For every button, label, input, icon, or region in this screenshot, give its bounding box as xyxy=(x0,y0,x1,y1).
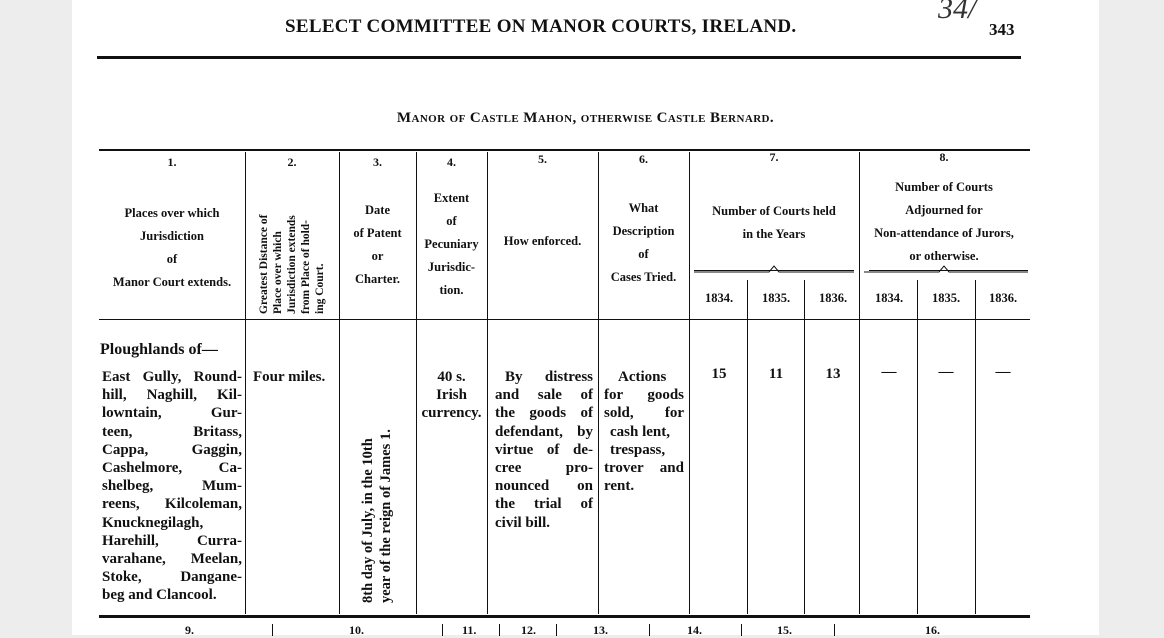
column-number-8: 8. xyxy=(939,150,949,164)
column-heading-cases: What Description of Cases Tried. xyxy=(610,201,677,284)
column-number-5: 5. xyxy=(538,152,547,166)
column-heading-places: Places over which Jurisdiction of Manor Court extends. xyxy=(112,206,232,289)
places-list: East Gully, Round- hill, Naghill, Kil- lowntain, Gur- teen, Britass, Cappa, Gaggin, Cashelmore, Ca- shelbeg, Mum- reens, Kilcoleman, Knucknegilagh, Harehill, Curra- varahane, Meelan, Stoke, Dangane- beg and Clancool. xyxy=(102,369,242,604)
year-held-1834: 1834. xyxy=(704,291,734,305)
manor-title: Manor of Castle Mahon, otherwise Castle Bernard. xyxy=(396,110,775,126)
next-column-16: 16. xyxy=(925,623,940,637)
next-column-10: 10. xyxy=(349,623,364,637)
next-column-12: 12. xyxy=(521,623,536,637)
next-column-13: 13. xyxy=(593,623,608,637)
courts-held-1834: 15 xyxy=(711,366,727,382)
column-heading-adjourned: Number of Courts Adjourned for Non-attendance of Jurors, or otherwise. xyxy=(874,180,1014,263)
cases-tried: Actions for goods sold, for cash lent, trespass, trover and rent. xyxy=(604,369,684,495)
brace-marks xyxy=(689,262,1029,274)
year-held-1836: 1836. xyxy=(818,291,848,305)
how-enforced: By distress and sale of the goods of defendant, by virtue of de- cree pro- nounced on the trial of civil bill. xyxy=(495,369,593,531)
column-number-4: 4. xyxy=(447,155,456,169)
page-header-title: SELECT COMMITTEE ON MANOR COURTS, IRELAND. xyxy=(285,16,797,37)
column-heading-extent: Extent of Pecuniary Jurisdic- tion. xyxy=(424,191,479,297)
column-number-6: 6. xyxy=(639,152,648,166)
next-column-15: 15. xyxy=(777,623,792,637)
header-rule xyxy=(97,56,1021,59)
column-heading-date: Date of Patent or Charter. xyxy=(353,203,402,286)
adjourned-1836: — xyxy=(995,364,1011,380)
column-number-1: 1. xyxy=(167,155,177,169)
courts-held-1836: 13 xyxy=(825,366,841,382)
handwritten-number: 34/ xyxy=(938,0,977,25)
year-adjourned-1834: 1834. xyxy=(874,291,904,305)
next-column-11: 11. xyxy=(462,623,477,637)
pecuniary-extent: 40 s. Irish currency. xyxy=(421,369,482,422)
courts-held-1835: 11 xyxy=(768,366,784,382)
distance-value: Four miles. xyxy=(253,369,326,385)
column-number-3: 3. xyxy=(373,155,382,169)
column-number-2: 2. xyxy=(287,155,297,169)
column-number-7: 7. xyxy=(769,150,779,164)
date-of-patent: 8th day of July, in the 10th year of the reign of James 1. xyxy=(360,429,394,603)
next-column-14: 14. xyxy=(687,623,702,637)
year-held-1835: 1835. xyxy=(761,291,791,305)
places-intro: Ploughlands of— xyxy=(100,341,218,358)
column-heading-distance: Greatest Distance of Place over which Jurisdiction extends from Place of hold- ing Court. xyxy=(258,214,326,314)
column-heading-courts-held: Number of Courts held in the Years xyxy=(712,204,836,241)
year-adjourned-1835: 1835. xyxy=(931,291,961,305)
adjourned-1834: — xyxy=(881,364,897,380)
page-number: 343 xyxy=(989,20,1015,39)
year-adjourned-1836: 1836. xyxy=(988,291,1018,305)
adjourned-1835: — xyxy=(938,364,954,380)
column-heading-enforced: How enforced. xyxy=(503,234,582,248)
next-column-9: 9. xyxy=(185,623,194,637)
document-page xyxy=(72,0,1099,635)
